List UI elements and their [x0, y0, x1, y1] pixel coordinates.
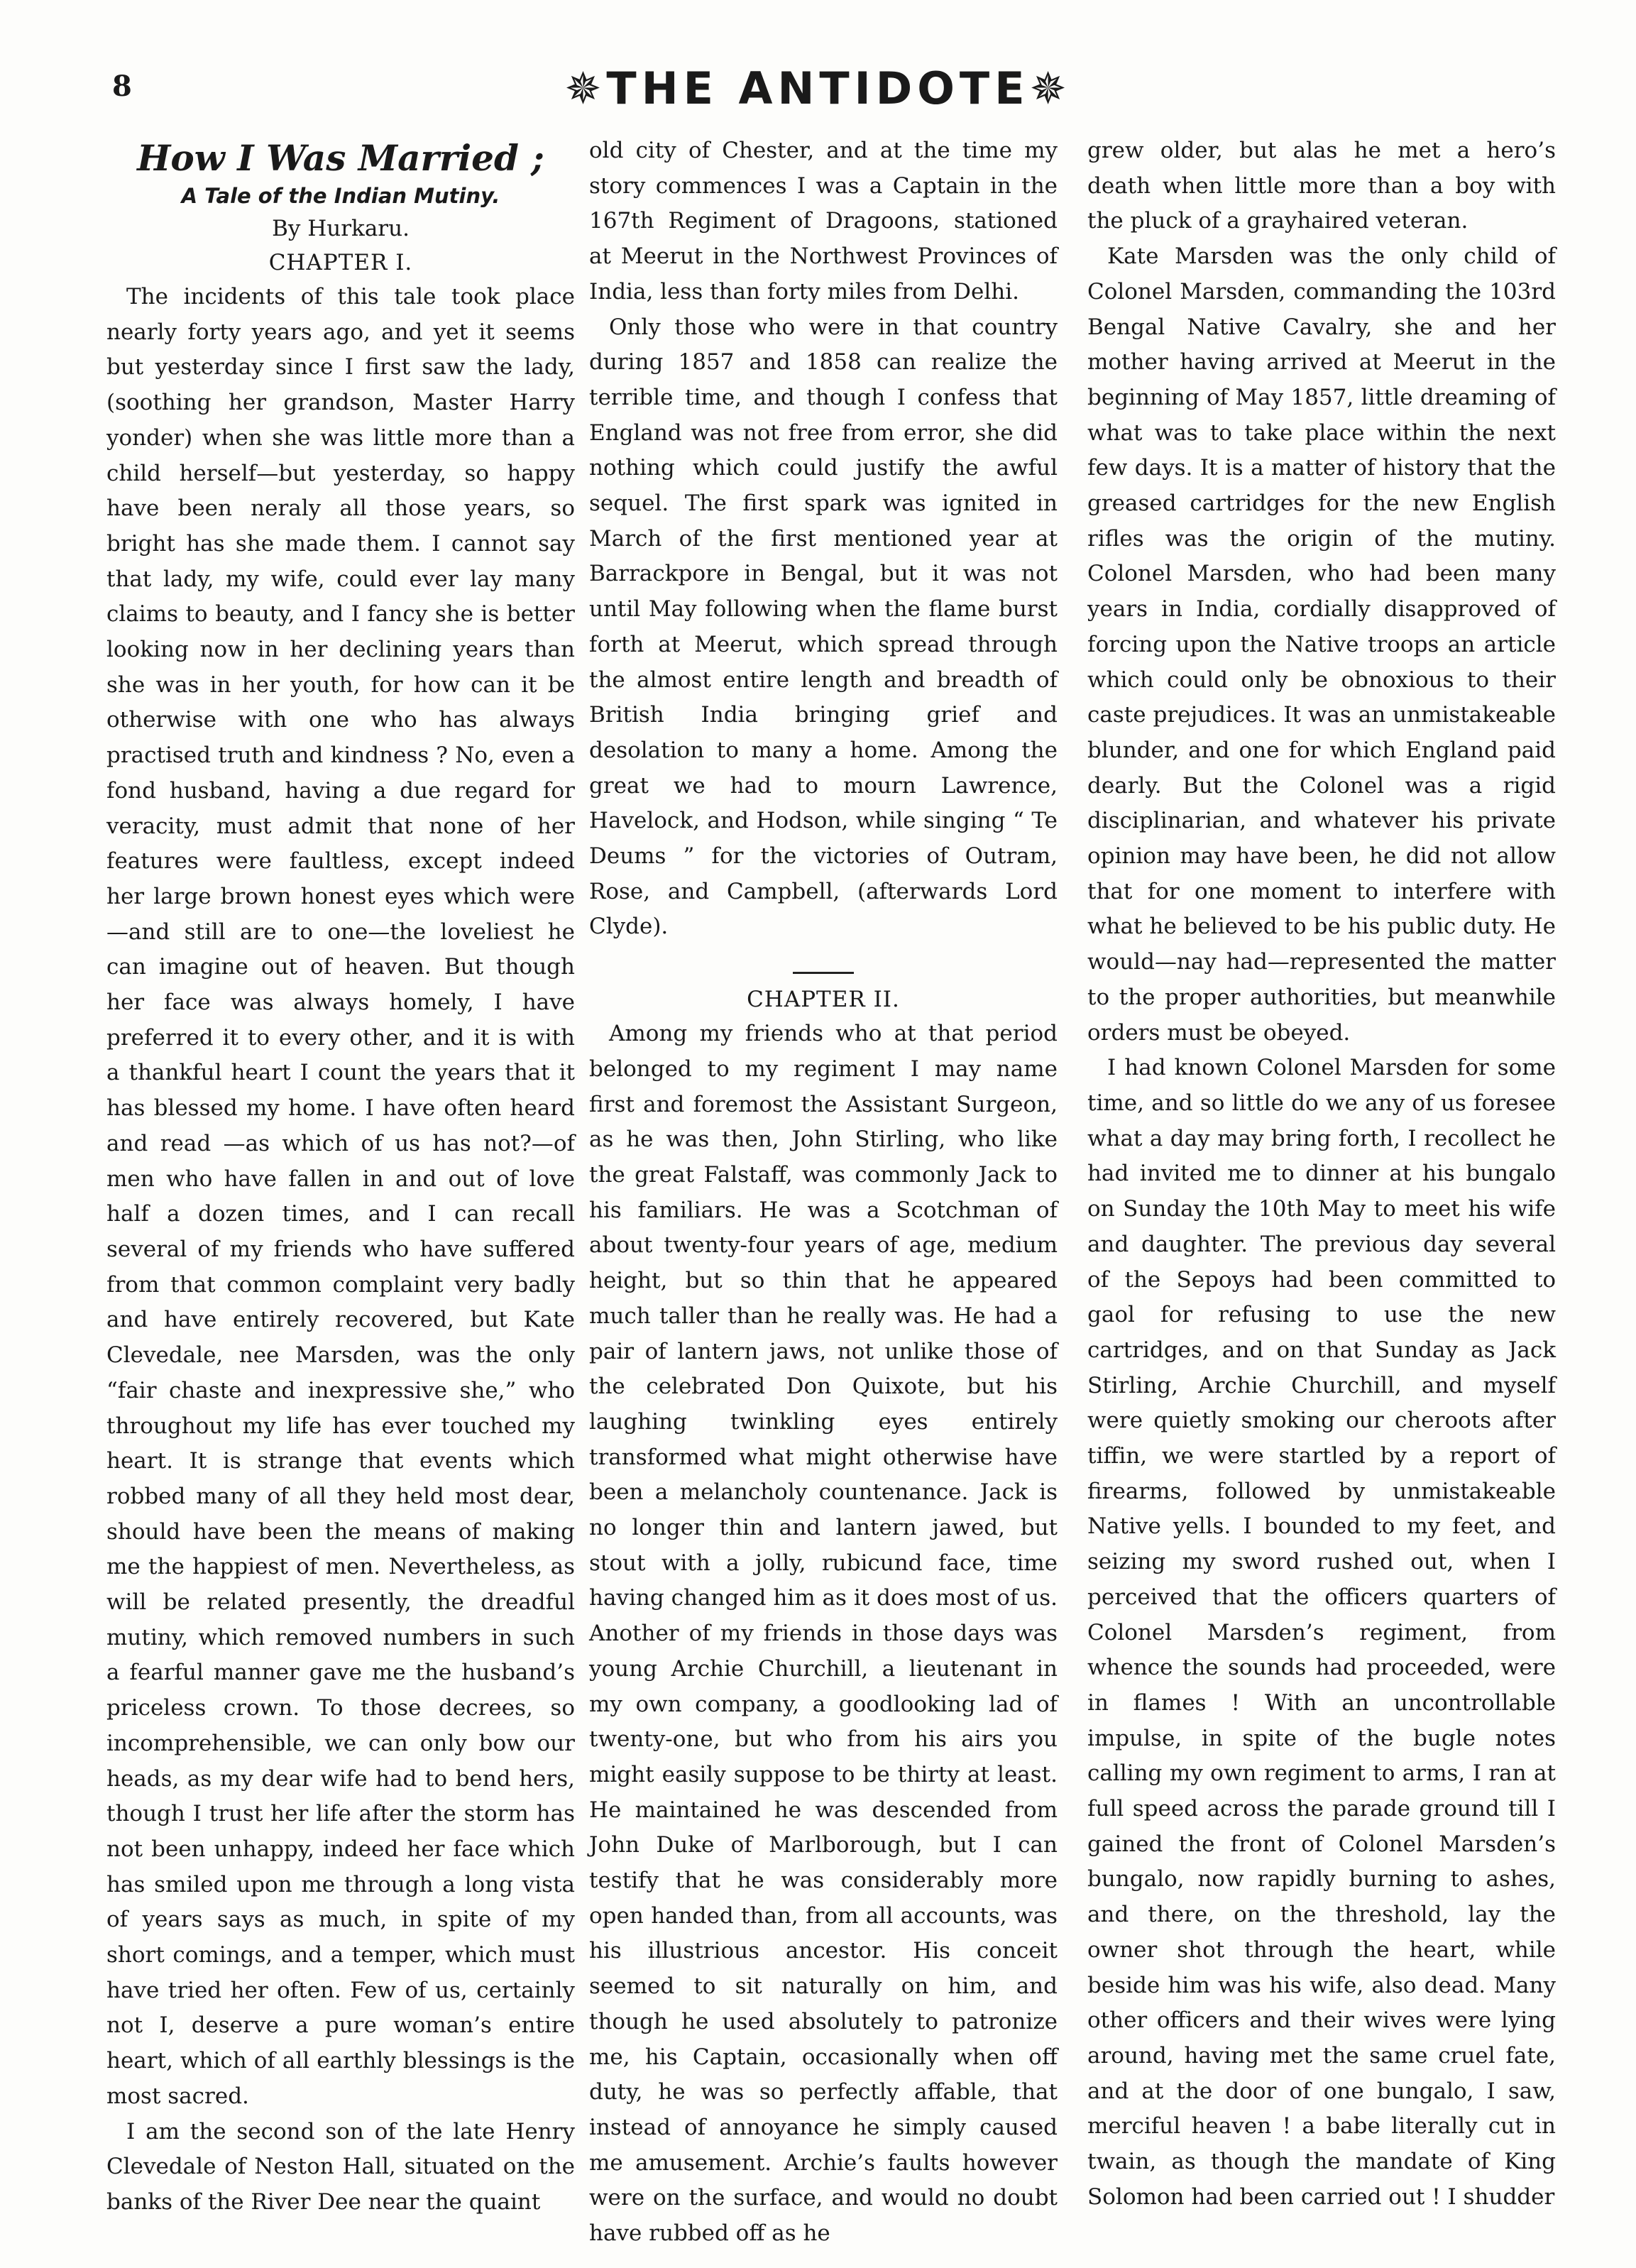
paragraph: Kate Marsden was the only child of Colonel Marsden, commanding the 103rd Bengal Native Cavalry, she and her mother having arrived at Meerut in the beginning of May 1857, little dreaming of what was to take place within the next few days. It is a matter of history that the greased cartridges for the new English rifles was the origin of the mutiny. Colonel Marsden, who had been many years in India, cordially disapproved of forcing upon the Native troops an article which could only be obnoxious to their caste prejudices. It was an unmistakeable blunder, and one for which England paid dearly. But the Colonel was a rigid disciplinarian, and whatever his private opinion may have been, he did not allow that for one moment to interfere with what he believed to be his public duty. He would—nay had—represented the matter to the proper authorities, but meanwhile orders must be obeyed.	[1087, 243, 1556, 1046]
section-divider	[793, 972, 854, 974]
chapter-heading-2: CHAPTER II.	[747, 987, 900, 1013]
paragraph: Among my friends who at that period belonged to my regiment I may name first and foremost the Assistant Surgeon, as he was then, John Stirling, who like the great Falstaff, was commonly Jack to his familiars. He was a Scotchman of about twenty-four years of age, medium height, but so thin that he appeared much taller than he really was. He had a pair of lantern jaws, not unlike those of the celebrated Don Quixote, but his laughing twinkling eyes entirely transformed what might otherwise have been a melancholy countenance. Jack is no longer thin and lantern jawed, but stout with a jolly, rubicund face, time having changed him as it does most of us. Another of my friends in those days was young Archie Churchill, a lieutenant in my own company, a goodlooking lad of twenty-one, but who from his airs you might easily suppose to be thirty at least. He maintained he was descended from John Duke of Marlborough, but I can testify that he was considerably more open handed than, from all accounts, was his illustrious ancestor. His conceit seemed to sit naturally on him, and though he used absolutely to patronize me, his Captain, occasionally when off duty, he was so perfectly affable, that instead of annoyance he simply caused me amusement. Archie’s faults however were on the surface, and would no doubt have rubbed off as he	[589, 1021, 1058, 2247]
column-1	[106, 133, 575, 2220]
byline: By Hurkaru.	[272, 216, 410, 241]
story-subtitle: A Tale of the Indian Mutiny.	[181, 184, 500, 208]
chapter-heading-1: CHAPTER I.	[268, 250, 413, 275]
paragraph: I had known Colonel Marsden for some time, and so little do we any of us foresee what a day may bring forth, I recollect he had invited me to dinner at his bungalo on Sunday the 10th May to meet his wife and daughter. The previous day several of the Sepoys had been committed to gaol for refusing to use the new cartridges, and on that Sunday as Jack Stirling, Archie Churchill, and myself were quietly smoking our cheroots after tiffin, we were startled by a report of firearms, followed by unmistakeable Native yells. I bounded to my feet, and seizing my sword rushed out, when I perceived that the officers quarters of Colonel Marsden’s regiment, from whence the sounds had proceeded, were in flames ! With an uncontrollable impulse, in spite of the bugle notes calling my own regiment to arms, I ran at full speed across the parade ground till I gained the front of Colonel Marsden’s bungalo, now rapidly burning to ashes, and there, on the threshold, lay the owner shot through the heart, while beside him was his wife, also dead. Many other officers and their wives were lying around, having met the same cruel fate, and at the door of one bungalo, I saw, merciful heaven ! a babe literally cut in twain, as though the mandate of King Solomon had been carried out ! I shudder	[1087, 1055, 1556, 2210]
paragraph: Only those who were in that country during 1857 and 1858 can realize the terrible time, and though I confess that England was not free from error, she did nothing which could justify the awful sequel. The first spark was ignited in March of the first mentioned year at Barrackpore in Bengal, but it was not until May following when the flame burst forth at Meerut, which spread through the almost entire length and breadth of British India bringing grief and desolation to many a home. Among the great we had to mourn Lawrence, Havelock, and Hodson, while singing “ Te Deums ” for the victories of Outram, Rose, and Campbell, (afterwards Lord Clyde).	[589, 314, 1058, 940]
paragraph: grew older, but alas he met a hero’s death when little more than a boy with the pluck of a grayhaired veteran.	[1087, 138, 1556, 234]
story-title: How I Was Married ;	[137, 137, 544, 179]
masthead-title: ✵THE ANTIDOTE✵	[564, 62, 1072, 114]
paragraph: The incidents of this tale took place nearly forty years ago, and yet it seems but yesterday since I first saw the lady, (soothing her grandson, Master Harry yonder) when she was little more than a child herself—but yesterday, so happy have been neraly all those years, so bright has she made them. I cannot say that lady, my wife, could ever lay many claims to beauty, and I fancy she is better looking now in her declining years than she was in her youth, for how can it be otherwise with one who has always practised truth and kindness ? No, even a fond husband, having a due regard for veracity, must admit that none of her features were faultless, except indeed her large brown honest eyes which were—and still are to one—the loveliest he can imagine out of heaven. But though her face was always homely, I have preferred it to every other, and it is with a thankful heart I count the years that it has blessed my home. I have often heard and read —as which of us has not?—of men who have fallen in and out of love half a dozen times, and I can recall several of my friends who have suffered from that common complaint very badly and have entirely recovered, but Kate Clevedale, nee Marsden, was the only “fair chaste and inexpressive she,” who throughout my life has ever touched my heart. It is strange that events which robbed many of all they held most dear, should have been the means of making me the happiest of men. Nevertheless, as will be related presently, the dreadful mutiny, which removed numbers in such a fearful manner gave me the husband’s priceless crown. To those decrees, so incomprehensible, we can only bow our heads, as my dear wife had to bend hers, though I trust her life after the storm has not been unhappy, indeed her face which has smiled upon me through a long vista of years says as much, in spite of my short comings, and a temper, which must have tried her often. Few of us, certainly not I, deserve a pure woman’s entire heart, which of all earthly blessings is the most sacred.	[106, 284, 575, 2109]
paragraph: old city of Chester, and at the time my story commences I was a Captain in the 167th Regiment of Dragoons, stationed at Meerut in the Northwest Provinces of India, less than forty miles from Delhi.	[589, 138, 1058, 305]
page-number: 8	[112, 70, 132, 103]
column-2	[589, 133, 1058, 2252]
column-3	[1087, 133, 1556, 2215]
paragraph: I am the second son of the late Henry Clevedale of Neston Hall, situated on the banks of the River Dee near the quaint	[106, 2118, 575, 2215]
